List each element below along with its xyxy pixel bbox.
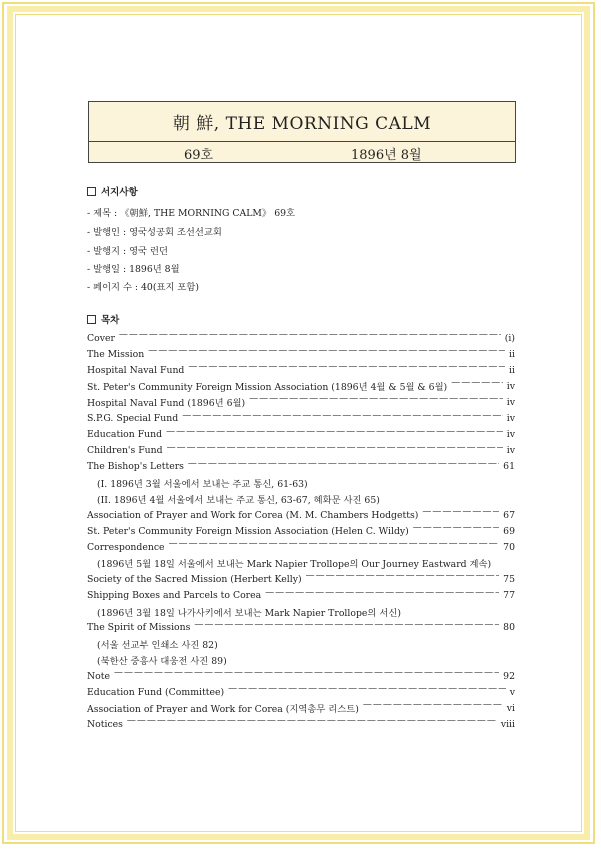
toc-entry-title: Association of Prayer and Work for Corea (M. M. Chambers Hodgetts) <box>87 509 419 521</box>
toc-entry-page: 92 <box>503 670 515 682</box>
toc-entry-title: The Bishop's Letters <box>87 461 184 473</box>
toc-entry-page: iv <box>506 380 515 392</box>
toc-entry-page: iv <box>506 445 515 457</box>
toc-entry-title: Education Fund <box>87 429 163 441</box>
toc-entry <box>87 410 515 426</box>
toc-entry-title: St. Peter's Community Foreign Mission Association (1896년 4월 & 5월 & 6월) <box>87 382 448 394</box>
toc-entry <box>87 346 515 362</box>
toc-entry <box>87 668 515 684</box>
toc-entry-title: (I. 1896년 3월 서울에서 보내는 주교 통신, 61-63) <box>97 478 308 490</box>
document-title: 朝 鮮, THE MORNING CALM <box>89 102 515 142</box>
toc-leader <box>167 446 503 456</box>
toc-entry-title: Note <box>87 670 110 682</box>
toc-leader <box>188 462 499 472</box>
toc-entry <box>87 443 515 459</box>
toc-entry-page: 77 <box>503 590 515 602</box>
toc-leader <box>169 542 500 552</box>
toc-entry-title: (1896년 5월 18일 서울에서 보내는 Mark Napier Trollope의 Our Journey Eastward 계속) <box>97 559 492 571</box>
toc-entry-title: Hospital Naval Fund (1896년 6월) <box>87 398 246 410</box>
toc-entry-title: (서울 선교부 인쇄소 사진 82) <box>97 639 218 651</box>
toc-entry-title: (북한산 중흥사 대웅전 사진 89) <box>97 655 227 667</box>
toc-entry <box>87 636 515 652</box>
toc-leader <box>188 365 505 375</box>
bib-section-heading <box>87 184 138 198</box>
toc-entry <box>87 507 515 523</box>
toc-entry <box>87 620 515 636</box>
toc-entry <box>87 571 515 587</box>
title-box <box>88 101 516 163</box>
toc-entry-title: Society of the Sacred Mission (Herbert Kelly) <box>87 573 302 585</box>
issue-row <box>89 142 515 162</box>
toc-entry <box>87 604 515 620</box>
toc-entry <box>87 491 515 507</box>
toc-entry-title: Association of Prayer and Work for Corea (지역총무 리스트) <box>87 704 359 716</box>
toc-entry-title: The Spirit of Missions <box>87 622 191 634</box>
toc-leader <box>265 591 499 601</box>
toc-entry-title: Hospital Naval Fund <box>87 364 185 376</box>
bib-title: - 제목 : 《朝鮮, THE MORNING CALM》 69호 <box>87 208 296 219</box>
toc-entry-title: (II. 1896년 4월 서울에서 보내는 주교 통신, 63-67, 혜화문 사진 65) <box>97 494 380 506</box>
toc-leader <box>451 381 503 391</box>
toc-leader <box>422 510 499 520</box>
toc-entry <box>87 523 515 539</box>
toc-entry-title: Correspondence <box>87 541 165 553</box>
toc-entry-page: 80 <box>503 622 515 634</box>
checkbox-icon <box>87 187 96 196</box>
toc-leader <box>363 703 503 713</box>
checkbox-icon <box>87 315 96 324</box>
toc-entry-page: ii <box>509 364 515 376</box>
toc-entry <box>87 427 515 443</box>
toc-entry <box>87 459 515 475</box>
toc-entry <box>87 716 515 732</box>
bib-date: - 발행일 : 1896년 8월 <box>87 264 180 275</box>
issue-date: 1896년 8월 <box>351 148 422 163</box>
toc-entry <box>87 362 515 378</box>
toc-leader <box>413 526 499 536</box>
toc-leader <box>127 719 497 729</box>
toc-entry <box>87 378 515 394</box>
toc-entry-title: (1896년 3월 18일 나가사키에서 보내는 Mark Napier Trollope의 서신) <box>97 607 401 619</box>
toc-entry-title: Cover <box>87 332 115 344</box>
toc-entry-page: 61 <box>503 461 515 473</box>
toc-entry <box>87 652 515 668</box>
bib-pages: - 페이지 수 : 40(표지 포함) <box>87 282 199 293</box>
toc-entry-title: S.P.G. Special Fund <box>87 413 179 425</box>
toc-entry-page: 67 <box>503 509 515 521</box>
toc-entry <box>87 555 515 571</box>
toc-entry-title: Education Fund (Committee) <box>87 686 225 698</box>
table-of-contents <box>87 330 515 732</box>
toc-heading-label: 목차 <box>101 315 120 326</box>
toc-leader <box>306 574 500 584</box>
toc-entry-page: 69 <box>503 525 515 537</box>
bib-place: - 발행지 : 영국 런던 <box>87 246 168 257</box>
bib-publisher: - 발행인 : 영국성공회 조선선교회 <box>87 227 222 238</box>
toc-entry <box>87 684 515 700</box>
toc-entry <box>87 394 515 410</box>
toc-entry-page: vi <box>506 702 515 714</box>
toc-entry-page: viii <box>500 718 515 730</box>
toc-entry-page: 75 <box>503 573 515 585</box>
toc-entry-page: (i) <box>504 332 515 344</box>
toc-entry <box>87 475 515 491</box>
toc-section-heading <box>87 312 119 326</box>
toc-leader <box>119 333 501 343</box>
toc-leader <box>194 623 499 633</box>
issue-number: 69호 <box>184 148 214 163</box>
toc-leader <box>166 430 503 440</box>
toc-entry-title: Children's Fund <box>87 445 163 457</box>
toc-entry-page: ii <box>509 348 515 360</box>
toc-leader <box>182 414 503 424</box>
toc-entry <box>87 700 515 716</box>
toc-leader <box>114 671 499 681</box>
toc-entry-title: St. Peter's Community Foreign Mission Association (Helen C. Wildy) <box>87 525 409 537</box>
toc-entry-page: iv <box>506 396 515 408</box>
toc-entry-page: iv <box>506 413 515 425</box>
toc-leader <box>148 349 505 359</box>
toc-leader <box>249 397 503 407</box>
toc-leader <box>228 687 506 697</box>
toc-entry-title: The Mission <box>87 348 145 360</box>
toc-entry <box>87 539 515 555</box>
bib-heading-label: 서지사항 <box>101 187 138 198</box>
toc-entry-page: v <box>509 686 515 698</box>
toc-entry-title: Shipping Boxes and Parcels to Corea <box>87 590 262 602</box>
toc-entry <box>87 330 515 346</box>
toc-entry-page: 70 <box>503 541 515 553</box>
toc-entry <box>87 588 515 604</box>
toc-entry-page: iv <box>506 429 515 441</box>
toc-entry-title: Notices <box>87 718 123 730</box>
